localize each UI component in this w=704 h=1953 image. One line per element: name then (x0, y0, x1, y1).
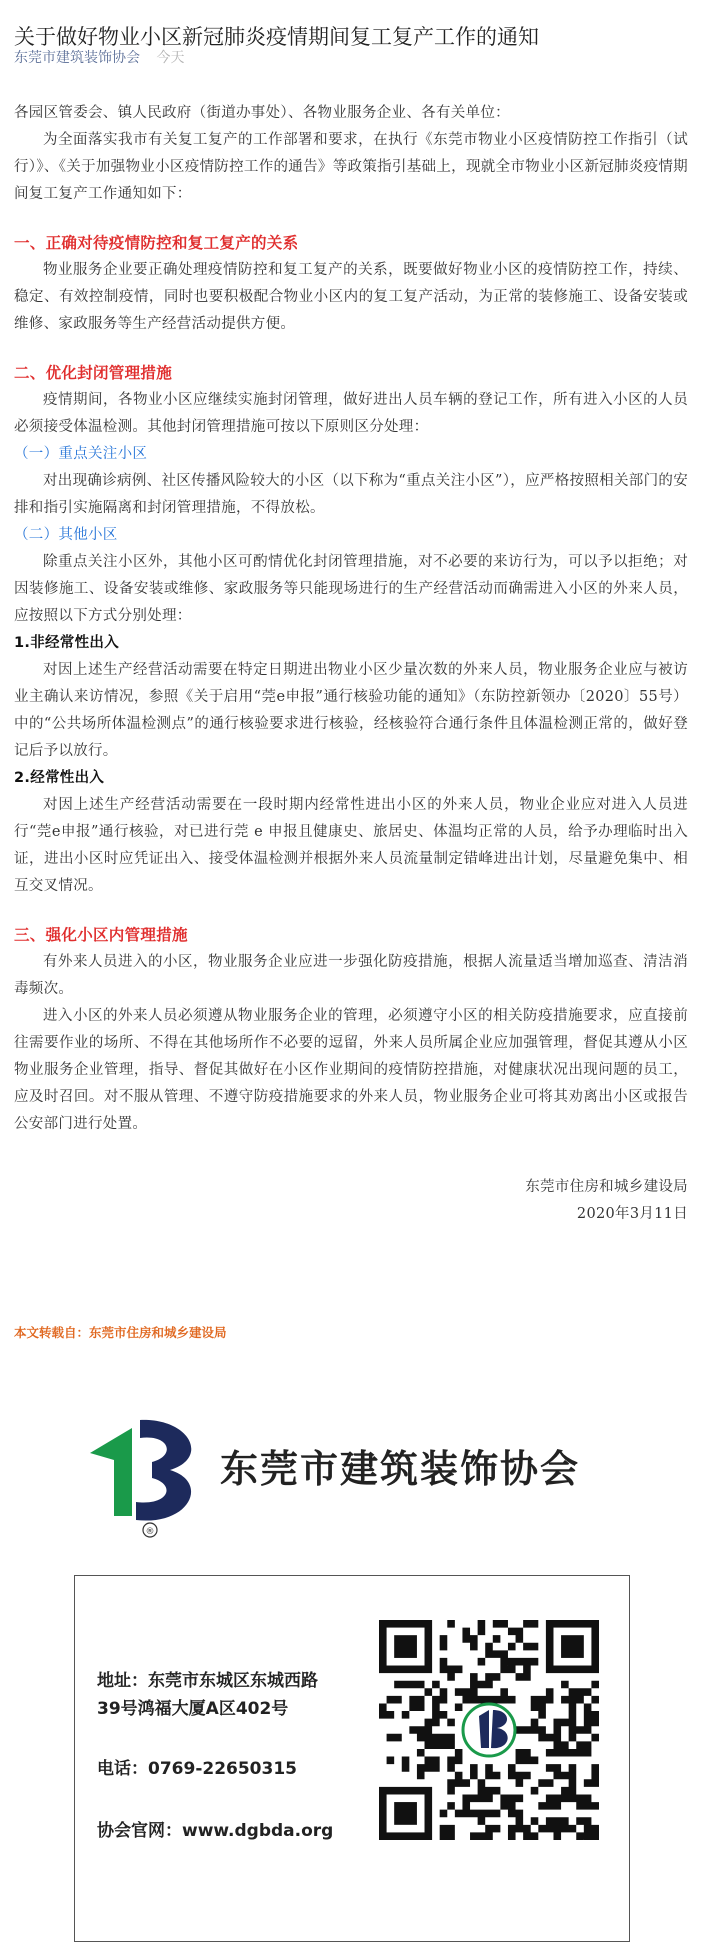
section-1-paragraph: 物业服务企业要正确处理疫情防控和复工复产的关系，既要做好物业小区的疫情防控工作，持续、稳定、有效控制疫情，同时也要积极配合物业小区内的复工复产活动，为正常的装修施工、设备安装或维修、家政服务等生产经营活动提供方便。 (14, 262, 688, 332)
section-2-title: 二、优化封闭管理措施 (14, 364, 173, 382)
association-logo (70, 1398, 670, 1538)
article-meta (14, 48, 184, 68)
association-logo-icon (70, 1398, 210, 1538)
contact-card (74, 1575, 630, 1942)
address-line-1: 地址：东莞市东城区东城西路 (97, 1671, 318, 1691)
phone-number: 电话：0769-22650315 (97, 1759, 297, 1779)
section-3-title: 三、强化小区内管理措施 (14, 926, 188, 944)
association-name: 东莞市建筑装饰协会 (220, 1447, 581, 1491)
section-2-item-2-paragraph: 对因上述生产经营活动需要在一段时期内经常性进出小区的外来人员，物业企业应对进入人员进行“莞e申报”通行核验，对已进行莞 e 申报且健康史、旅居史、体温均正常的人员，给予办理临时出入证，进出小区时应凭证出入、接受体温检测并根据外来人员流量制定错峰进出计划，尽量避免集中、相互交叉情况。 (14, 797, 688, 894)
signature-org: 东莞市住房和城乡建设局 (525, 1179, 688, 1195)
article-title: 关于做好物业小区新冠肺炎疫情期间复工复产工作的通知 (14, 25, 539, 50)
signature-date: 2020年3月11日 (576, 1206, 688, 1222)
section-2-paragraph: 疫情期间，各物业小区应继续实施封闭管理，做好进出人员车辆的登记工作，所有进入小区的人员必须接受体温检测。其他封闭管理措施可按以下原则区分处理： (14, 392, 688, 435)
address-line-2: 39号鸿福大厦A区402号 (97, 1699, 289, 1719)
article-content (14, 100, 688, 1228)
publish-date: 今天 (156, 50, 185, 66)
registered-mark: ® (145, 1527, 155, 1537)
qr-code-icon[interactable] (379, 1620, 599, 1840)
intro-paragraph: 为全面落实我市有关复工复产的工作部署和要求，在执行《东莞市物业小区疫情防控工作指引（试行）》、《关于加强物业小区疫情防控工作的通告》等政策指引基础上，现就全市物业小区新冠肺炎疫情期间复工复产工作通知如下： (14, 132, 688, 202)
section-2-item-1-title: 1.非经常性出入 (14, 635, 119, 651)
section-2-sub-2-paragraph: 除重点关注小区外，其他小区可酌情优化封闭管理措施，对不必要的来访行为，可以予以拒绝；对因装修施工、设备安装或维修、家政服务等只能现场进行的生产经营活动而确需进入小区的外来人员，应按照以下方式分别处理： (14, 554, 688, 624)
repost-note: 本文转载自：东莞市住房和城乡建设局 (14, 1325, 227, 1340)
greeting: 各园区管委会、镇人民政府（街道办事处）、各物业服务企业、各有关单位： (14, 105, 510, 121)
section-3-paragraph-2: 进入小区的外来人员必须遵从物业服务企业的管理，必须遵守小区的相关防疫措施要求，应直接前往需要作业的场所、不得在其他场所作不必要的逗留，外来人员所属企业应加强管理，督促其遵从小区物业服务企业管理，指导、督促其做好在小区作业期间的疫情防控措施，对健康状况出现问题的员工，应及时召回。对不服从管理、不遵守防疫措施要求的外来人员，物业服务企业可将其劝离出小区或报告公安部门进行处置。 (14, 1008, 688, 1132)
author-link[interactable]: 东莞市建筑装饰协会 (14, 50, 140, 66)
website-link[interactable]: 协会官网：www.dgbda.org (97, 1821, 334, 1841)
section-1-title: 一、正确对待疫情防控和复工复产的关系 (14, 234, 299, 252)
section-2-sub-1-title: （一）重点关注小区 (14, 446, 148, 462)
section-3-paragraph-1: 有外来人员进入的小区，物业服务企业应进一步强化防疫措施，根据人流量适当增加巡查、清洁消毒频次。 (14, 954, 688, 997)
section-2-sub-2-title: （二）其他小区 (14, 527, 118, 543)
section-2-item-2-title: 2.经常性出入 (14, 770, 105, 786)
section-2-item-1-paragraph: 对因上述生产经营活动需要在特定日期进出物业小区少量次数的外来人员，物业服务企业应与被访业主确认来访情况，参照《关于启用“莞e申报”通行核验功能的通知》（东防控新领办〔2020〕55号）中的“公共场所体温检测点”的通行核验要求进行核验，经核验符合通行条件且体温检测正常的，做好登记后予以放行。 (14, 662, 688, 759)
section-2-sub-1-paragraph: 对出现确诊病例、社区传播风险较大的小区（以下称为“重点关注小区”），应严格按照相关部门的安排和指引实施隔离和封闭管理措施，不得放松。 (14, 473, 688, 516)
